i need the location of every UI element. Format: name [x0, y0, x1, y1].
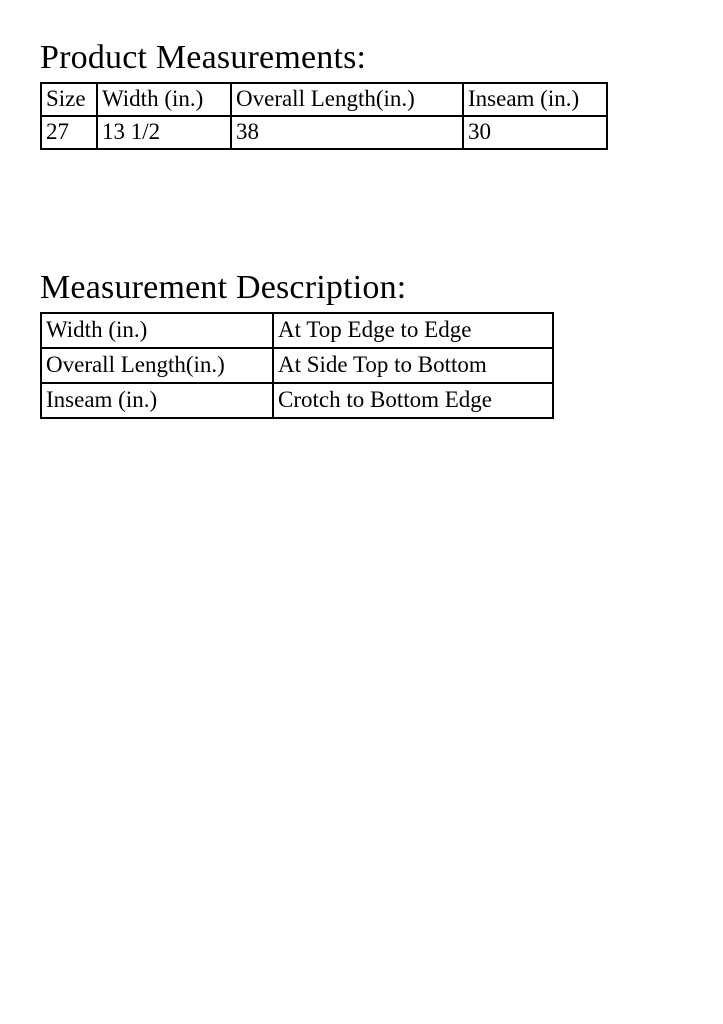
cell-overall-length: 38 — [231, 116, 463, 149]
product-measurements-section — [40, 38, 683, 150]
cell-definition-overall-length: At Side Top to Bottom — [273, 348, 553, 383]
section-spacer — [40, 150, 683, 268]
column-header-width: Width (in.) — [97, 83, 231, 116]
product-measurements-table — [40, 82, 608, 150]
column-header-overall-length: Overall Length(in.) — [231, 83, 463, 116]
table-header-row — [41, 83, 607, 116]
table-row — [41, 116, 607, 149]
product-measurements-title: Product Measurements: — [40, 39, 367, 76]
cell-inseam: 30 — [463, 116, 607, 149]
measurement-description-section — [40, 268, 683, 419]
column-header-size: Size — [41, 83, 97, 116]
cell-term-inseam: Inseam (in.) — [41, 383, 273, 418]
measurement-description-table — [40, 312, 554, 419]
cell-definition-width: At Top Edge to Edge — [273, 313, 553, 348]
cell-term-width: Width (in.) — [41, 313, 273, 348]
table-row — [41, 313, 553, 348]
table-row — [41, 348, 553, 383]
cell-size: 27 — [41, 116, 97, 149]
cell-term-overall-length: Overall Length(in.) — [41, 348, 273, 383]
cell-width: 13 1/2 — [97, 116, 231, 149]
column-header-inseam: Inseam (in.) — [463, 83, 607, 116]
measurement-description-title: Measurement Description: — [40, 269, 407, 306]
cell-definition-inseam: Crotch to Bottom Edge — [273, 383, 553, 418]
table-row — [41, 383, 553, 418]
